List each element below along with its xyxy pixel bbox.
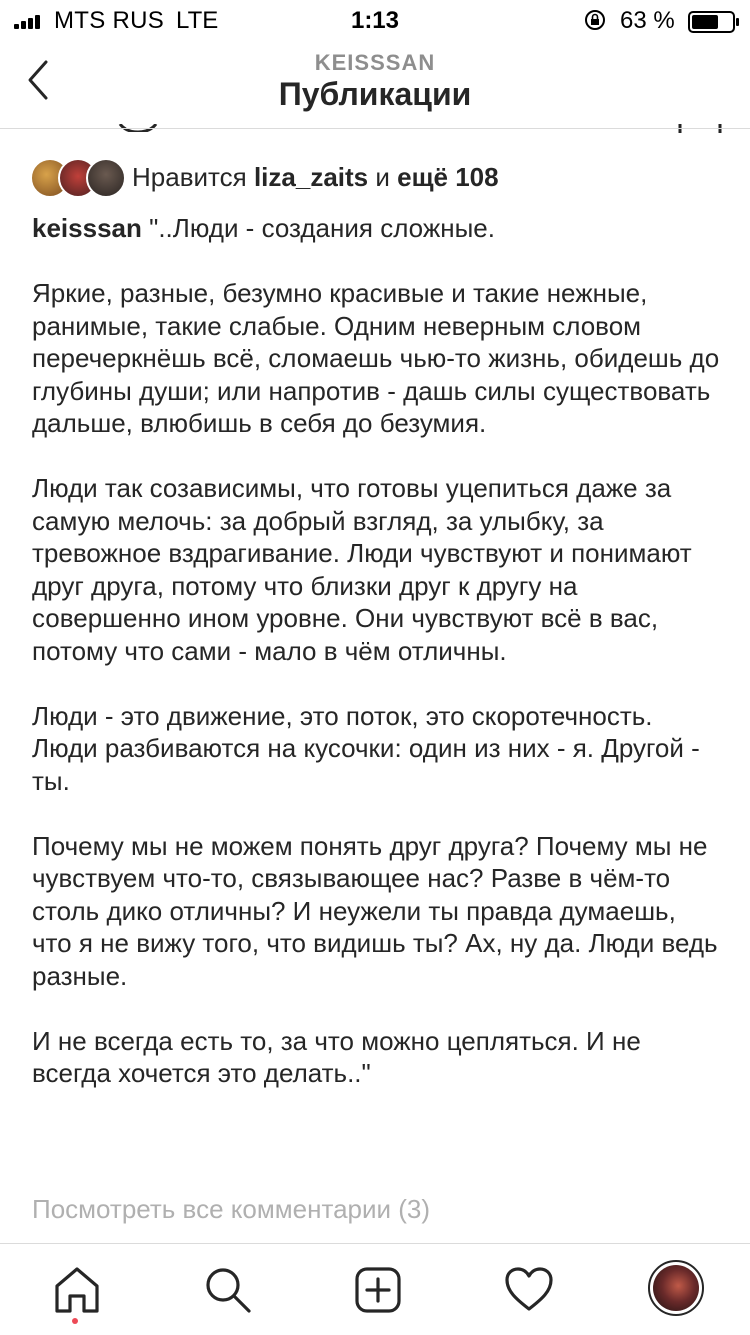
carrier-name: MTS RUS bbox=[54, 7, 165, 34]
heart-icon bbox=[504, 1266, 554, 1312]
view-all-comments-link[interactable]: Посмотреть все комментарии (3) bbox=[32, 1194, 431, 1224]
likes-prefix: Нравится bbox=[132, 162, 254, 192]
caption-paragraph: И не всегда есть то, за что можно цепляться. И не всегда хочется это делать.." bbox=[32, 1025, 641, 1088]
header bbox=[0, 40, 750, 129]
likes-text bbox=[132, 162, 499, 193]
nav-profile-button[interactable] bbox=[630, 1244, 720, 1335]
profile-avatar bbox=[653, 1265, 699, 1311]
likes-count[interactable]: ещё 108 bbox=[397, 162, 499, 192]
bottom-nav bbox=[0, 1243, 750, 1335]
likes-row[interactable] bbox=[30, 158, 730, 198]
notification-dot bbox=[72, 1318, 78, 1324]
orientation-lock-icon bbox=[584, 9, 606, 31]
nav-activity-button[interactable] bbox=[480, 1244, 570, 1335]
caption-paragraph: Люди - это движение, это поток, это скоротечность. Люди разбиваются на кусочки: один из них - я. Другой - ты. bbox=[32, 700, 700, 796]
caption-paragraph: Яркие, разные, безумно красивые и такие нежные, ранимые, такие слабые. Одним неверным словом перечеркнёшь всё, сломаешь чью-то жизнь, обидешь до глубины души; или напротив - дашь силы существовать дальше, влюбишь в себя до безумия. bbox=[32, 278, 720, 438]
status-bar bbox=[0, 0, 750, 40]
nav-home-button[interactable] bbox=[30, 1244, 120, 1335]
network-type: LTE bbox=[176, 7, 219, 34]
add-post-icon bbox=[354, 1266, 402, 1314]
status-time: 1:13 bbox=[350, 7, 400, 34]
header-divider bbox=[0, 128, 750, 129]
caption-paragraph: Почему мы не можем понять друг друга? Почему мы не чувствуем что-то, связывающее нас? Разве в чём-то столь дико отличны? И неужели ты правда думаешь, что я не вижу того, что видишь ты? Ах, ну да. Люди ведь разные. bbox=[32, 830, 718, 991]
battery-percent: 63 % bbox=[620, 7, 675, 34]
caption-paragraph: Люди так созависимы, что готовы уцепиться даже за самую мелочь: за добрый взгляд, за улыбку, за тревожное вздрагивание. Люди чувствуют и понимают друг друга, потому что близки друг к другу на совершенно ином уровне. Они чувствуют всё в вас, потому что сами - мало в чём отличны. bbox=[32, 473, 692, 666]
caption-first-line bbox=[32, 212, 722, 245]
home-icon bbox=[54, 1266, 100, 1314]
battery-icon bbox=[688, 11, 740, 33]
caption-line-1: "..Люди - создания сложные. bbox=[141, 213, 495, 243]
likes-middle: и bbox=[368, 162, 398, 192]
nav-add-post-button[interactable] bbox=[330, 1244, 420, 1335]
nav-search-button[interactable] bbox=[180, 1244, 270, 1335]
search-icon bbox=[204, 1266, 252, 1314]
post-caption bbox=[32, 212, 722, 1090]
page-title: Публикации bbox=[278, 76, 472, 112]
caption-username[interactable]: keisssan bbox=[32, 213, 142, 243]
account-username: KEISSSAN bbox=[314, 50, 436, 75]
liker-username[interactable]: liza_zaits bbox=[253, 162, 369, 192]
avatar bbox=[86, 158, 126, 198]
